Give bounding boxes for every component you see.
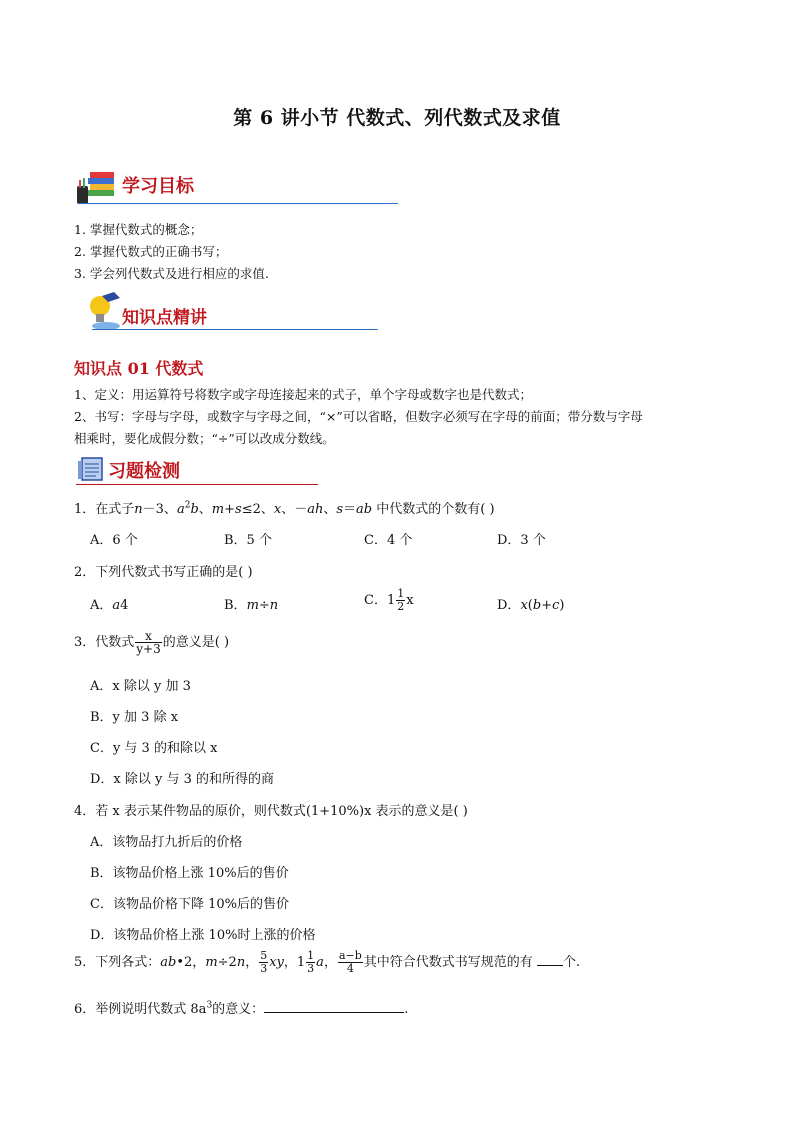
knowledge-divider (92, 329, 378, 330)
q4-option-b[interactable]: B．该物品价格上涨 10%后的售价 (90, 866, 289, 881)
q3-option-c[interactable]: C．y 与 3 的和除以 x (90, 741, 218, 756)
question-4: 4．若 x 表示某件物品的原价，则代数式(1+10%)x 表示的意义是( ) (74, 804, 468, 819)
q3-option-d[interactable]: D．x 除以 y 与 3 的和所得的商 (90, 772, 275, 787)
goals-list (74, 219, 269, 285)
q3-option-b[interactable]: B．y 加 3 除 x (90, 710, 179, 725)
question-3: 3．代数式 $\frac{x}{y+3}$ 的意义是( ) (74, 629, 230, 656)
question-2: 2．下列代数式书写正确的是( ) (74, 565, 253, 580)
goal-item: 2. 掌握代数式的正确书写； (74, 244, 228, 259)
q2-option-b[interactable]: B．m÷n (224, 598, 279, 613)
q3-option-a[interactable]: A．x 除以 y 加 3 (90, 679, 191, 694)
page-title: 第 6 讲小节 代数式、列代数式及求值 (233, 107, 561, 129)
q5-answer-blank[interactable] (537, 965, 563, 966)
q4-option-c[interactable]: C．该物品价格下降 10%后的售价 (90, 897, 289, 912)
goals-heading: 学习目标 (122, 176, 194, 197)
knowledge-writing: 2、书写：字母与字母，或数字与字母之间，“×”可以省略，但数字必须写在字母的前面；带分数与字母 相乘时，要化成假分数；“÷”可以改成分数线。 (74, 409, 643, 446)
q2-option-d[interactable]: D．x(b+c) (497, 598, 565, 613)
goal-item: 3. 学会列代数式及进行相应的求值. (74, 266, 269, 281)
worksheet-icon (76, 455, 106, 483)
books-icon (74, 166, 118, 208)
q1-option-b[interactable]: B．5 个 (224, 533, 272, 548)
knowledge-definition: 1、定义：用运算符号将数字或字母连接起来的式子，单个字母或数字也是代数式； (74, 387, 532, 402)
question-6: 6．举例说明代数式 $8a^3$的意义： . (74, 1000, 409, 1017)
q1-option-a[interactable]: A．6 个 (90, 533, 138, 548)
q6-answer-blank[interactable] (264, 1012, 404, 1013)
question-5: 5．下列各式：ab•2，m÷2n， $\frac{5}{3}$ xy，1 $\frac{1}{3}$ a， $\frac{a-b}{4}$ 其中符合代数式书写规范的有 个. (74, 949, 581, 975)
q1-option-d[interactable]: D．3 个 (497, 533, 546, 548)
lightbulb-icon (86, 292, 122, 332)
q4-option-d[interactable]: D．该物品价格上涨 10%时上涨的价格 (90, 928, 316, 943)
exercises-divider (76, 484, 318, 485)
exercises-heading: 习题检测 (108, 461, 180, 482)
q2-option-c[interactable]: C．1 $\frac{1}{2}$ x (364, 587, 414, 613)
q2-option-a[interactable]: A．a4 (90, 598, 129, 613)
knowledge-heading: 知识点精讲 (122, 308, 207, 328)
q4-option-a[interactable]: A．该物品打九折后的价格 (90, 835, 243, 850)
goals-divider (78, 203, 398, 204)
q1-option-c[interactable]: C．4 个 (364, 533, 413, 548)
goal-item: 1. 掌握代数式的概念； (74, 222, 203, 237)
knowledge-point-title: 知识点 01 代数式 (74, 359, 204, 378)
question-1: 1．在式子n－3、$a^2b$、m+s≤2、x、－ah、s＝ab 中代数式的个数有( ) (74, 500, 495, 517)
